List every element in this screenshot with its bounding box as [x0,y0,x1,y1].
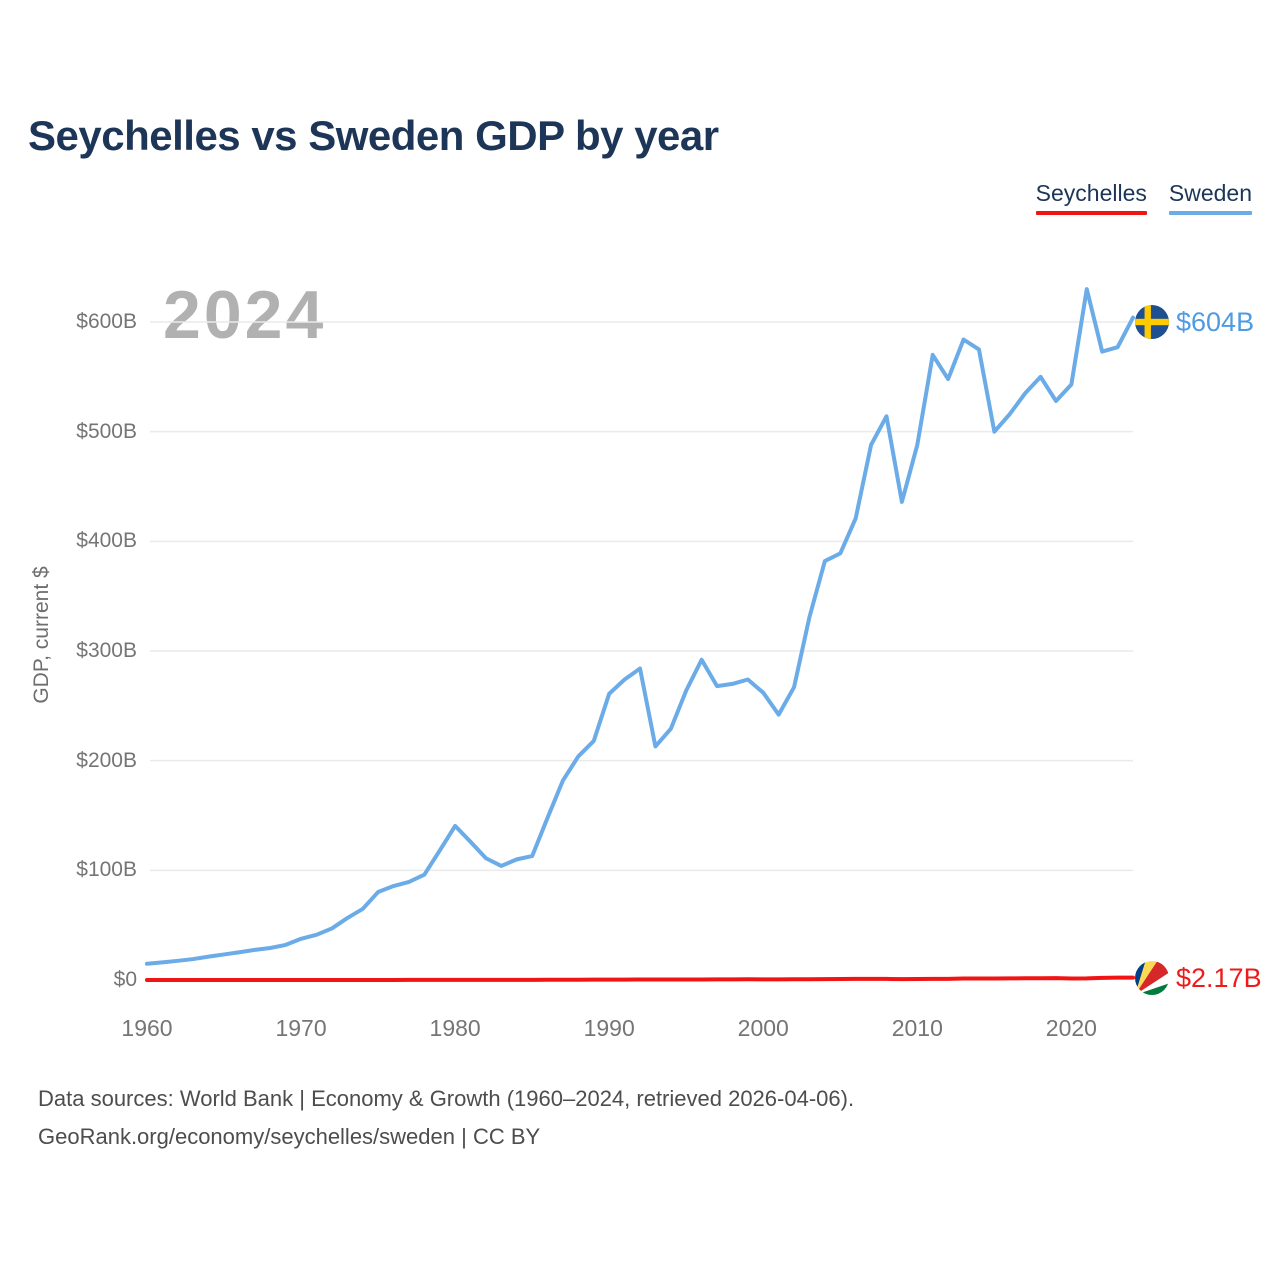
y-tick-label: $200B [76,748,137,772]
legend-label-sweden: Sweden [1168,180,1252,206]
y-tick-label: $500B [76,419,137,443]
x-tick-label: 2000 [737,1015,789,1041]
year-watermark: 2024 [163,277,327,353]
y-tick-label: $600B [76,310,137,333]
y-tick-label: $100B [76,858,137,882]
x-tick-label: 1980 [429,1015,481,1041]
seychelles-flag-icon [1135,961,1169,995]
y-tick-label: $400B [76,529,137,553]
y-tick-label: $0 [113,968,137,991]
page-title: Seychelles vs Sweden GDP by year [28,112,719,159]
x-tick-label: 1990 [583,1015,635,1041]
series-line-sweden [147,289,1133,964]
y-axis-title: GDP, current $ [30,566,53,704]
x-tick-label: 2020 [1045,1015,1097,1041]
sweden-end-value-label: $604B [1176,307,1255,337]
x-tick-label: 2010 [891,1015,943,1041]
sweden-flag-icon [1135,305,1169,339]
footer-attribution: GeoRank.org/economy/seychelles/sweden | CC BY [38,1124,541,1149]
x-tick-label: 1960 [121,1015,173,1041]
x-tick-label: 1970 [275,1015,327,1041]
y-tick-label: $300B [76,639,137,662]
series-line-seychelles [147,978,1133,980]
seychelles-end-value-label: $2.17B [1176,963,1262,993]
legend-label-seychelles: Seychelles [1035,180,1147,206]
footer-sources: Data sources: World Bank | Economy & Growth (1960–2024, retrieved 2026-04-06). [38,1086,855,1111]
